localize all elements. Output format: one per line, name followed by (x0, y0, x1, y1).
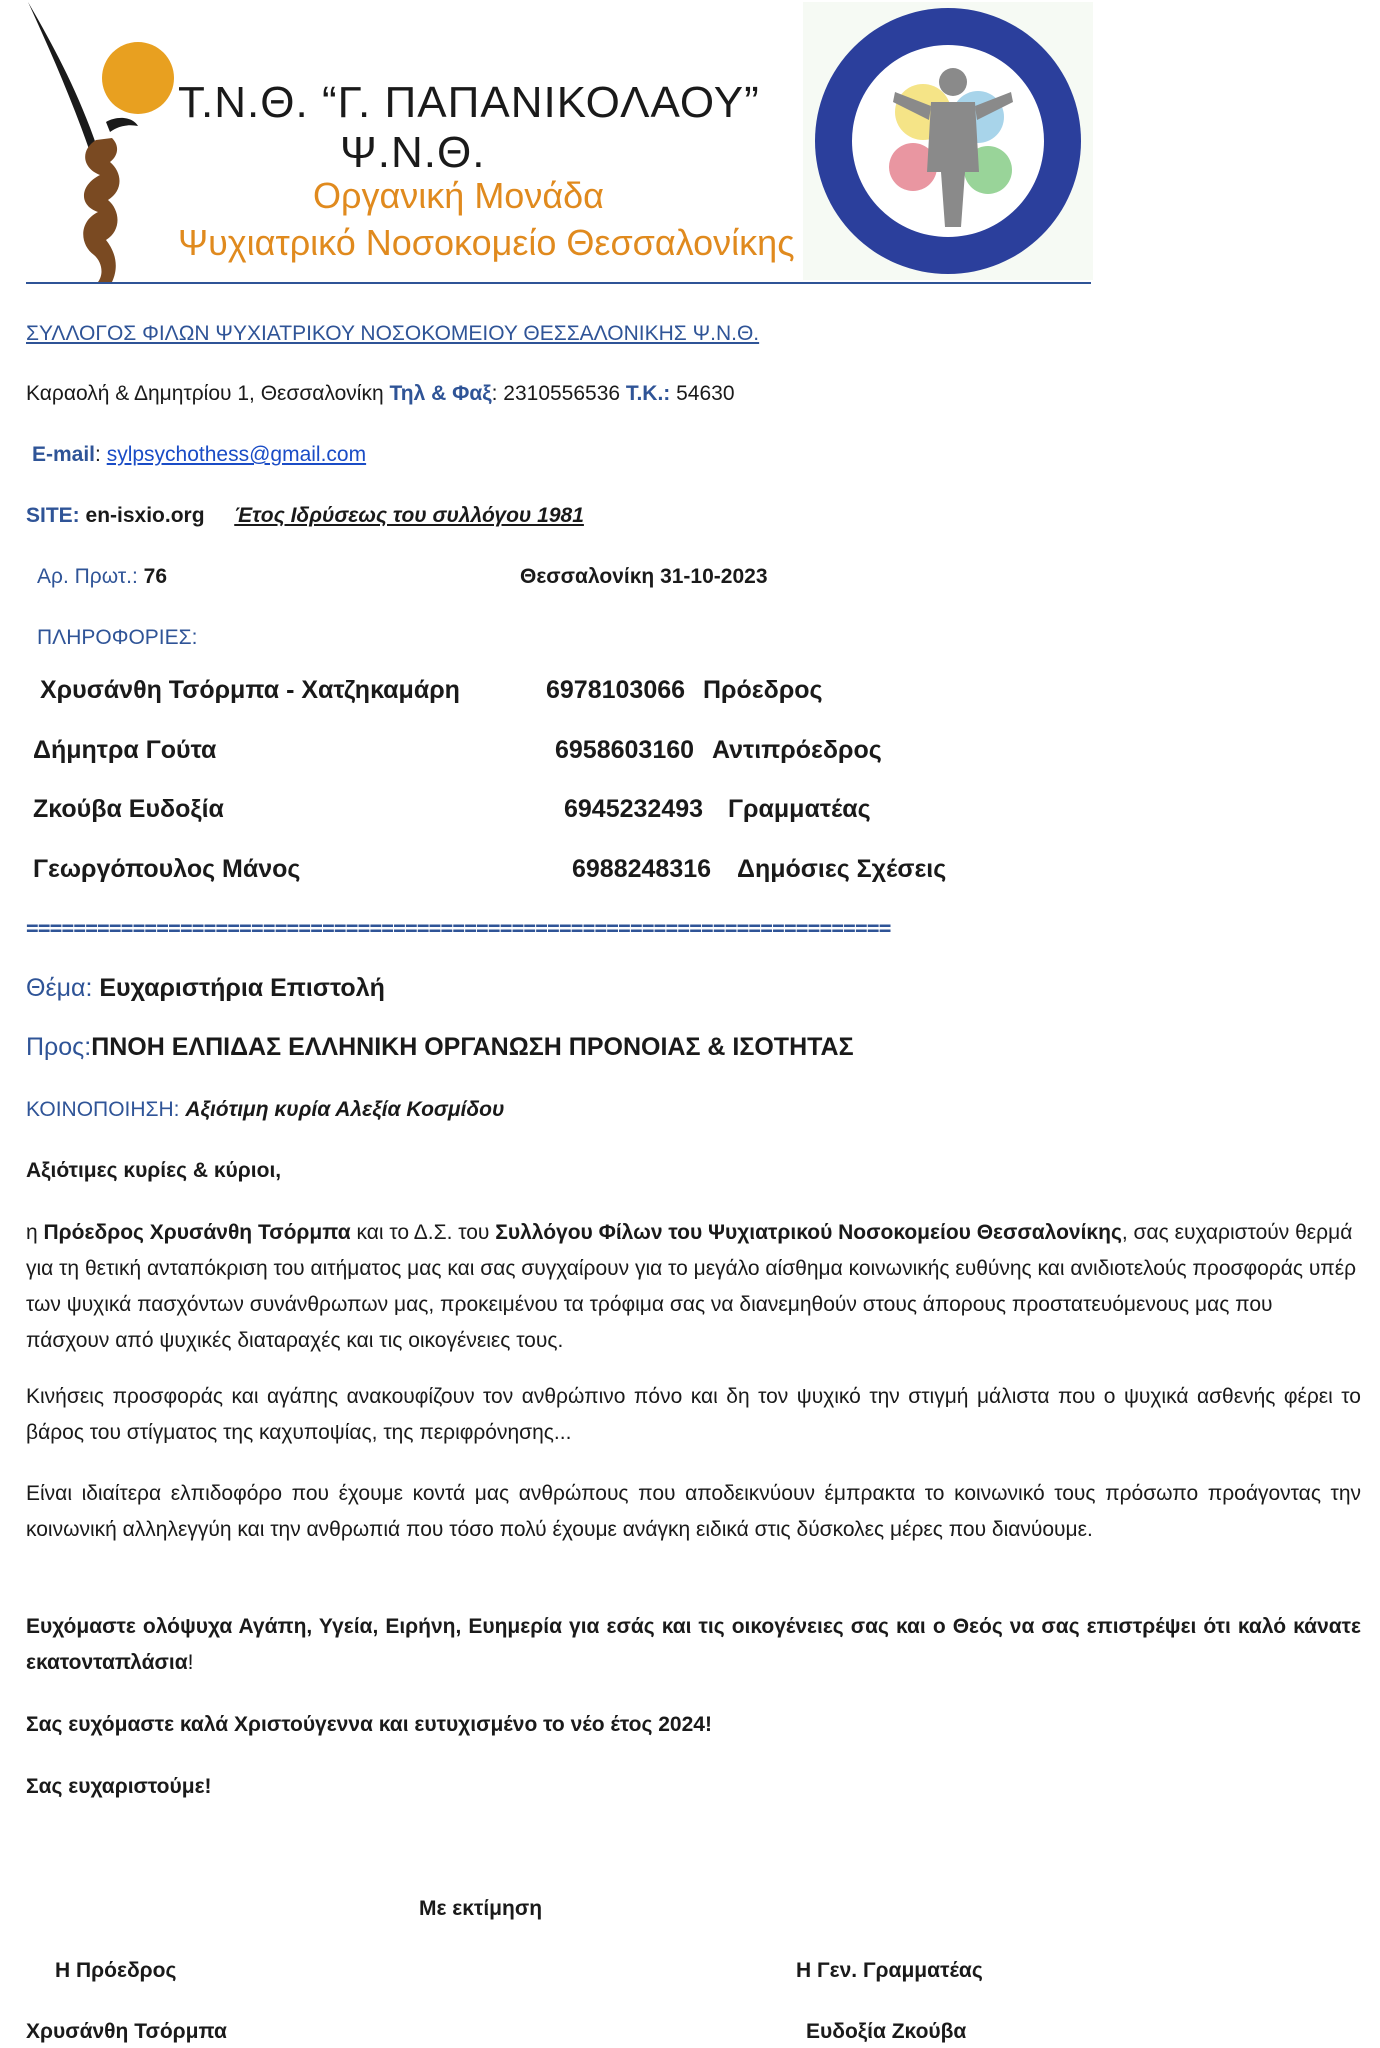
contact-phone: 6988248316 (572, 855, 712, 883)
paragraph-text: , σας ευχαριστούν θερμά για τη θετική ανταπόκριση του αιτήματος μας και σας συγχαίρουν για το μεγάλο αίσθημα κοινωνικής ευθύνης και ανιδιοτελούς προσφοράς υπέρ των ψυχικά πασχόντων συνάνθρωπων μας, προκειμένου τα τρόφιμα σας να διανεμηθούν στους άπορους προστατευόμενους μας που πάσχουν από ψυχικές διαταραχές και τις οικογένειες τους. (26, 1221, 1357, 1352)
season-greetings: Σας ευχόμαστε καλά Χριστούγεννα και ευτυχισμένο το νέο έτος 2024! (26, 1713, 712, 1736)
contact-name: Γεωργόπουλος Μάνος (33, 855, 301, 883)
site-url: en-isxio.org (85, 504, 205, 527)
contact-role: Αντιπρόεδρος (712, 736, 882, 764)
cc-label: ΚΟΙΝΟΠΟΙΗΣΗ: (26, 1098, 180, 1121)
email-link[interactable]: sylpsychothess@gmail.com (106, 443, 367, 466)
association-name: ΣΥΛΛΟΓΟΣ ΦΙΛΩΝ ΨΥΧΙΑΤΡΙΚΟΥ ΝΟΣΟΚΟΜΕΙΟΥ ΘΕΣΣΑΛΟΝΙΚΗΣ Ψ.Ν.Θ. (26, 322, 760, 345)
contact-name: Δήμητρα Γούτα (33, 736, 217, 764)
organization-abbreviation: Ψ.Ν.Θ. (340, 128, 486, 177)
paragraph-text: και το Δ.Σ. του (350, 1221, 496, 1244)
thanks-line: Σας ευχαριστούμε! (26, 1775, 212, 1798)
contact-name: Χρυσάνθη Τσόρμπα - Χατζηκαμάρη (40, 676, 460, 704)
president-name: Πρόεδρος Χρυσάνθη Τσόρμπα (43, 1221, 351, 1244)
paragraph-text: ! (187, 1651, 194, 1674)
phone-number: : 2310556536 (491, 382, 621, 405)
address-line (26, 380, 735, 408)
hospital-name: Ψυχιατρικό Νοσοκομείο Θεσσαλονίκης (178, 222, 795, 263)
recipient-label: Προς: (26, 1033, 92, 1061)
subject-line (26, 974, 385, 1003)
email-line: E-mail: sylpsychothess@gmail.com (32, 443, 367, 466)
reference-label: Αρ. Πρωτ.: (37, 565, 138, 588)
recipient-value: ΠΝΟΗ ΕΛΠΙΔΑΣ ΕΛΛΗΝΙΚΗ ΟΡΓΑΝΩΣΗ ΠΡΟΝΟΙΑΣ & ΙΣΟΤΗΤΑΣ (91, 1033, 854, 1061)
founded-note: Έτος Ιδρύσεως του συλλόγου 1981 (234, 504, 584, 527)
association-reference: Συλλόγου Φίλων του Ψυχιατρικού Νοσοκομείου Θεσσαλονίκης (495, 1221, 1122, 1244)
address: Καραολή & Δημητρίου 1, Θεσσαλονίκη (26, 382, 384, 405)
separator-line: ========================================================================= (26, 916, 891, 940)
contact-phone: 6978103066 (546, 676, 686, 704)
association-seal (803, 2, 1093, 280)
letter-paragraph: Είναι ιδιαίτερα ελπιδοφόρο που έχουμε κοντά μας ανθρώπους που αποδεικνύουν έμπρακτα το κοινωνικό τους πρόσωπο προάγοντας την κοινωνική αλληλεγγύη και την ανθρωπιά που τόσο πολύ έχουμε ανάγκη ειδικά στις δύσκολες μέρες που διανύουμε. (26, 1482, 1361, 1541)
place-date: Θεσσαλονίκη 31-10-2023 (520, 565, 768, 588)
subject-label: Θέμα: (26, 974, 93, 1002)
closing-regards: Με εκτίμηση (419, 1897, 543, 1920)
contact-role: Πρόεδρος (703, 676, 823, 704)
paragraph-text: η (26, 1221, 44, 1244)
secretary-title: Η Γεν. Γραμματέας (796, 1959, 983, 1982)
letter-paragraph (26, 1609, 1361, 1681)
recipient-line (26, 1033, 854, 1062)
contact-role: Γραμματέας (728, 795, 871, 823)
wishes-text: Ευχόμαστε ολόψυχα Αγάπη, Υγεία, Ειρήνη, Ευημερία για εσάς και τις οικογένειες σας και ο Θεός να σας επιστρέψει ότι καλό κάνατε εκατονταπλάσια (26, 1615, 1361, 1674)
postcode: 54630 (676, 382, 735, 405)
postcode-label: Τ.Κ.: (625, 382, 671, 405)
organization-logo (20, 0, 180, 285)
contact-phone: 6958603160 (555, 736, 695, 764)
letter-paragraph (26, 1215, 1361, 1359)
site-label: SITE: (26, 504, 80, 527)
seal-caption (830, 260, 831, 261)
site-line (26, 502, 584, 530)
contact-name: Ζκούβα Ευδοξία (33, 795, 224, 823)
subject-value: Ευχαριστήρια Επιστολή (99, 974, 385, 1002)
letter-paragraph: Κινήσεις προσφοράς και αγάπης ανακουφίζουν τον ανθρώπινο πόνο και δη τον ψυχικό την στιγμή μάλιστα που ο ψυχικά ασθενής φέρει το βάρος του στίγματος της καχυποψίας, της περιφρόνησης... (26, 1385, 1361, 1444)
phone-label: Τηλ & Φαξ (389, 382, 492, 405)
info-label: ΠΛΗΡΟΦΟΡΙΕΣ: (37, 626, 198, 649)
contact-phone: 6945232493 (564, 795, 704, 823)
president-signature-name: Χρυσάνθη Τσόρμπα (26, 2020, 227, 2043)
letterhead-rule (26, 282, 1091, 284)
organization-unit: Οργανική Μονάδα (313, 175, 604, 216)
contact-role: Δημόσιες Σχέσεις (737, 855, 947, 883)
reference-number: 76 (143, 565, 167, 588)
cc-line (26, 1096, 504, 1124)
email-label: E-mail (32, 443, 96, 466)
letterhead (0, 0, 1100, 290)
greeting: Αξιότιμες κυρίες & κύριοι, (26, 1159, 282, 1182)
cc-value: Αξιότιμη κυρία Αλεξία Κοσμίδου (185, 1098, 505, 1121)
secretary-signature-name: Ευδοξία Ζκούβα (806, 2020, 967, 2043)
organization-name: Τ.Ν.Θ. “Γ. ΠΑΠΑΝΙΚΟΛΑΟΥ” (178, 78, 760, 127)
president-title: Η Πρόεδρος (55, 1959, 177, 1982)
reference-line (37, 563, 167, 591)
